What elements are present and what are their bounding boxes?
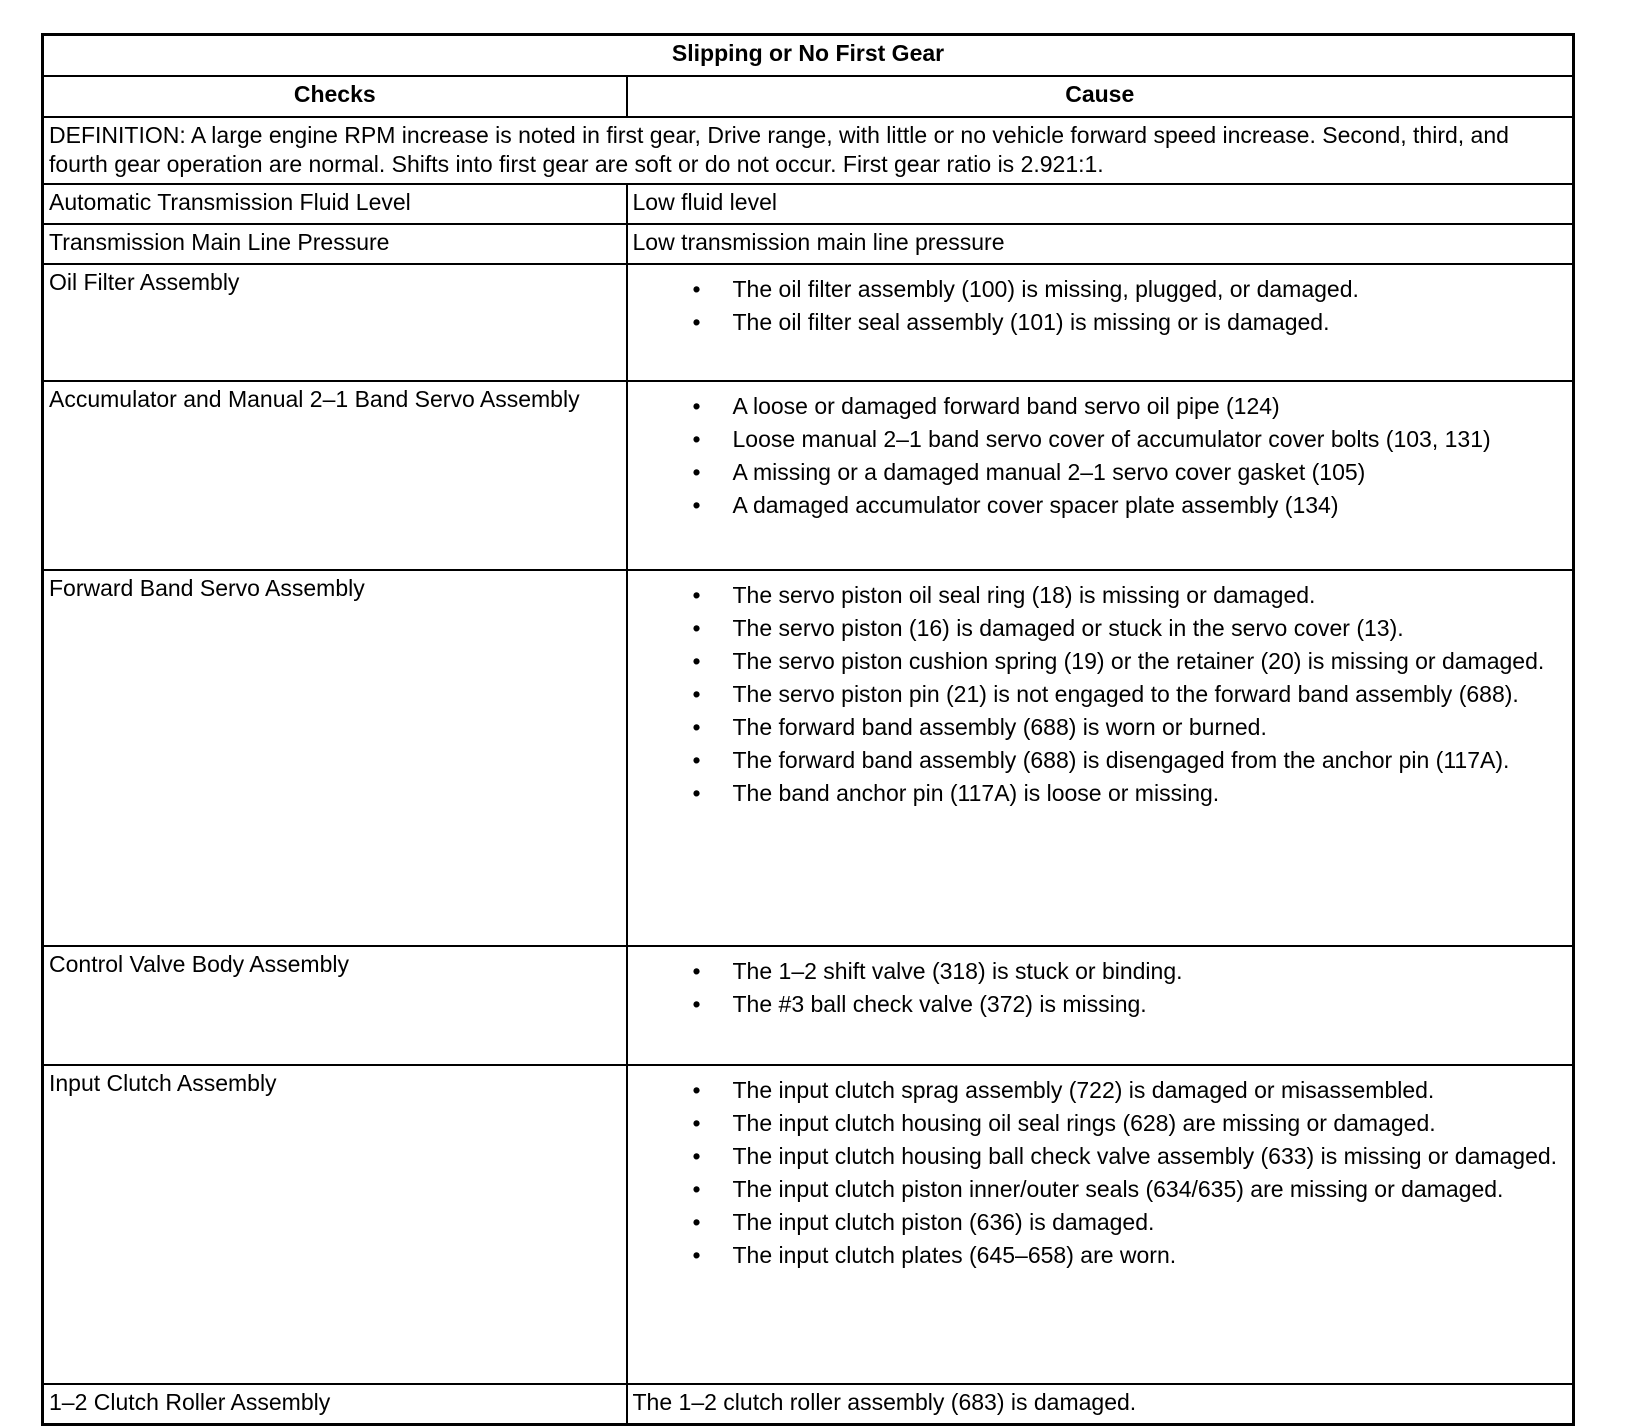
cause-item-text: The input clutch piston inner/outer seals (634/635) are missing or damaged. bbox=[732, 1176, 1504, 1202]
table-title: Slipping or No First Gear bbox=[43, 35, 1574, 77]
cause-item bbox=[633, 614, 1568, 643]
column-header-checks: Checks bbox=[43, 76, 627, 117]
cause-list-cell bbox=[627, 381, 1574, 570]
table-row bbox=[43, 381, 1574, 570]
cause-list-cell bbox=[627, 946, 1574, 1065]
cause-item-text: A missing or a damaged manual 2–1 servo cover gasket (105) bbox=[732, 459, 1366, 485]
bullet-icon: • bbox=[692, 393, 701, 419]
cause-item bbox=[633, 1208, 1568, 1237]
cause-item bbox=[633, 458, 1568, 487]
cause-item-text: A loose or damaged forward band servo oil pipe (124) bbox=[732, 393, 1280, 419]
cause-list bbox=[633, 581, 1568, 808]
bullet-icon: • bbox=[692, 681, 701, 707]
cause-list-cell bbox=[627, 264, 1574, 381]
bullet-icon: • bbox=[692, 1143, 701, 1169]
bullet-icon: • bbox=[692, 780, 701, 806]
cause-list bbox=[633, 957, 1568, 1019]
bullet-icon: • bbox=[692, 276, 701, 302]
bullet-icon: • bbox=[692, 459, 701, 485]
cause-item bbox=[633, 308, 1568, 337]
bullet-icon: • bbox=[692, 582, 701, 608]
bullet-icon: • bbox=[692, 426, 701, 452]
bullet-icon: • bbox=[692, 492, 701, 518]
table-row bbox=[43, 946, 1574, 1065]
cause-item-text: The servo piston cushion spring (19) or the retainer (20) is missing or damaged. bbox=[732, 648, 1545, 674]
cause-item-text: The 1–2 shift valve (318) is stuck or binding. bbox=[732, 958, 1183, 984]
cause-item-text: The input clutch sprag assembly (722) is damaged or misassembled. bbox=[732, 1077, 1435, 1103]
cause-item-text: The forward band assembly (688) is disengaged from the anchor pin (117A). bbox=[732, 747, 1510, 773]
definition-text: DEFINITION: A large engine RPM increase is noted in first gear, Drive range, with little or no vehicle forward speed increase. Second, third, and fourth gear operation are normal. Shifts into first gear are soft or do not occur. First gear ratio is 2.921:1. bbox=[43, 117, 1574, 184]
cause-item bbox=[633, 957, 1568, 986]
cause-item bbox=[633, 680, 1568, 709]
cause-item-text: The oil filter seal assembly (101) is missing or is damaged. bbox=[732, 309, 1330, 335]
table-row bbox=[43, 184, 1574, 224]
table-header-row bbox=[43, 76, 1574, 117]
table-row bbox=[43, 264, 1574, 381]
check-cell: Oil Filter Assembly bbox=[43, 264, 627, 381]
check-cell: 1–2 Clutch Roller Assembly bbox=[43, 1384, 627, 1425]
bullet-icon: • bbox=[692, 1110, 701, 1136]
bullet-icon: • bbox=[692, 648, 701, 674]
cause-cell: The 1–2 clutch roller assembly (683) is damaged. bbox=[627, 1384, 1574, 1425]
cause-item-text: The input clutch piston (636) is damaged. bbox=[732, 1209, 1155, 1235]
cause-item bbox=[633, 491, 1568, 520]
bullet-icon: • bbox=[692, 1176, 701, 1202]
cause-item-text: Loose manual 2–1 band servo cover of accumulator cover bolts (103, 131) bbox=[732, 426, 1491, 452]
cause-list-cell bbox=[627, 570, 1574, 946]
cause-item bbox=[633, 713, 1568, 742]
bullet-icon: • bbox=[692, 747, 701, 773]
cause-item bbox=[633, 990, 1568, 1019]
cause-item bbox=[633, 1241, 1568, 1270]
cause-item-text: The band anchor pin (117A) is loose or missing. bbox=[732, 780, 1220, 806]
column-header-cause: Cause bbox=[627, 76, 1574, 117]
cause-item-text: The forward band assembly (688) is worn or burned. bbox=[732, 714, 1267, 740]
cause-item bbox=[633, 1076, 1568, 1105]
check-cell: Forward Band Servo Assembly bbox=[43, 570, 627, 946]
bullet-icon: • bbox=[692, 991, 701, 1017]
bullet-icon: • bbox=[692, 1209, 701, 1235]
table-row bbox=[43, 570, 1574, 946]
cause-item-text: The input clutch plates (645–658) are worn. bbox=[732, 1242, 1177, 1268]
cause-item bbox=[633, 779, 1568, 808]
cause-item bbox=[633, 425, 1568, 454]
bullet-icon: • bbox=[692, 1242, 701, 1268]
cause-item-text: The oil filter assembly (100) is missing, plugged, or damaged. bbox=[732, 276, 1359, 302]
table-row bbox=[43, 224, 1574, 264]
cause-list bbox=[633, 1076, 1568, 1270]
cause-item bbox=[633, 275, 1568, 304]
cause-cell: Low fluid level bbox=[627, 184, 1574, 224]
cause-item-text: The input clutch housing ball check valve assembly (633) is missing or damaged. bbox=[732, 1143, 1558, 1169]
cause-item-text: The servo piston pin (21) is not engaged to the forward band assembly (688). bbox=[732, 681, 1519, 707]
bullet-icon: • bbox=[692, 714, 701, 740]
table-row bbox=[43, 1384, 1574, 1425]
check-cell: Input Clutch Assembly bbox=[43, 1065, 627, 1384]
table-row bbox=[43, 1065, 1574, 1384]
cause-item-text: The #3 ball check valve (372) is missing. bbox=[732, 991, 1147, 1017]
cause-item bbox=[633, 1175, 1568, 1204]
check-cell: Automatic Transmission Fluid Level bbox=[43, 184, 627, 224]
check-cell: Accumulator and Manual 2–1 Band Servo Assembly bbox=[43, 381, 627, 570]
diagnostic-table bbox=[41, 33, 1575, 1426]
cause-item bbox=[633, 392, 1568, 421]
cause-list-cell bbox=[627, 1065, 1574, 1384]
cause-item bbox=[633, 1142, 1568, 1171]
bullet-icon: • bbox=[692, 309, 701, 335]
bullet-icon: • bbox=[692, 958, 701, 984]
table-title-row bbox=[43, 35, 1574, 77]
check-cell: Control Valve Body Assembly bbox=[43, 946, 627, 1065]
cause-item-text: A damaged accumulator cover spacer plate assembly (134) bbox=[732, 492, 1339, 518]
cause-item-text: The servo piston oil seal ring (18) is missing or damaged. bbox=[732, 582, 1316, 608]
cause-item bbox=[633, 647, 1568, 676]
cause-item-text: The input clutch housing oil seal rings (628) are missing or damaged. bbox=[732, 1110, 1436, 1136]
bullet-icon: • bbox=[692, 615, 701, 641]
cause-item bbox=[633, 746, 1568, 775]
bullet-icon: • bbox=[692, 1077, 701, 1103]
definition-row bbox=[43, 117, 1574, 184]
cause-item-text: The servo piston (16) is damaged or stuck in the servo cover (13). bbox=[732, 615, 1404, 641]
cause-list bbox=[633, 392, 1568, 520]
cause-cell: Low transmission main line pressure bbox=[627, 224, 1574, 264]
cause-item bbox=[633, 1109, 1568, 1138]
check-cell: Transmission Main Line Pressure bbox=[43, 224, 627, 264]
cause-item bbox=[633, 581, 1568, 610]
cause-list bbox=[633, 275, 1568, 337]
